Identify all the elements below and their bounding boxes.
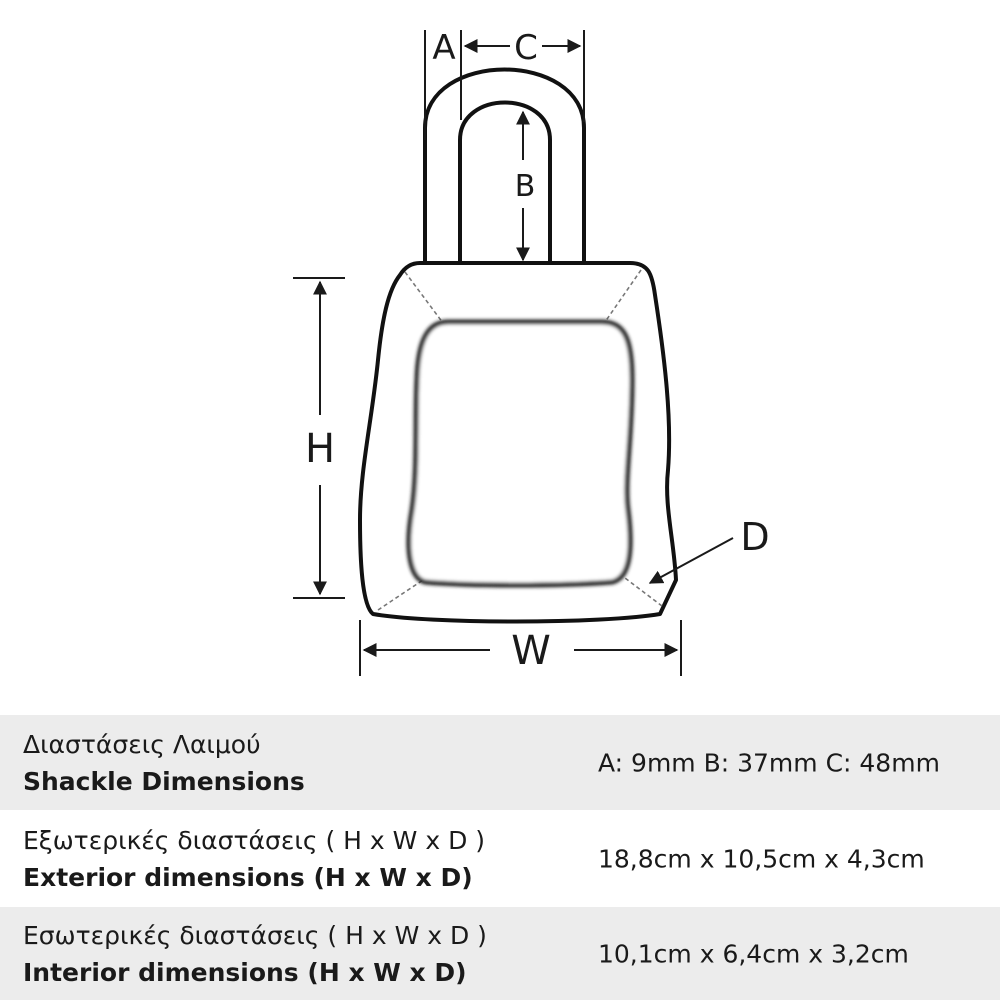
- label-h: H: [304, 426, 336, 472]
- label-a: A: [432, 28, 456, 68]
- label-w: W: [511, 628, 551, 674]
- lock-body: [360, 263, 676, 622]
- label-greek: Εσωτερικές διαστάσεις ( H x W x D ): [23, 920, 487, 950]
- row-value: 18,8cm x 10,5cm x 4,3cm: [598, 844, 925, 873]
- row-label: [23, 726, 305, 800]
- row-value: A: 9mm B: 37mm C: 48mm: [598, 748, 940, 777]
- shackle: [425, 70, 584, 263]
- lock-window: [409, 322, 632, 585]
- row-value: 10,1cm x 6,4cm x 3,2cm: [598, 939, 909, 968]
- label-english: Exterior dimensions (H x W x D): [23, 862, 473, 892]
- shackle-inner: [460, 103, 550, 263]
- table-row: [0, 810, 1000, 907]
- label-d: D: [740, 515, 770, 559]
- label-english: Interior dimensions (H x W x D): [23, 957, 467, 987]
- label-c: C: [514, 28, 538, 68]
- row-label: [23, 917, 487, 991]
- dimensions-table: [0, 715, 1000, 1000]
- label-english: Shackle Dimensions: [23, 766, 305, 796]
- table-row: [0, 715, 1000, 810]
- row-label: [23, 822, 485, 896]
- label-greek: Εξωτερικές διαστάσεις ( H x W x D ): [23, 825, 486, 855]
- label-greek: Διαστάσεις Λαιμού: [23, 729, 261, 759]
- label-b: B: [514, 169, 536, 204]
- shackle-outer: [425, 70, 584, 263]
- table-row: [0, 907, 1000, 1000]
